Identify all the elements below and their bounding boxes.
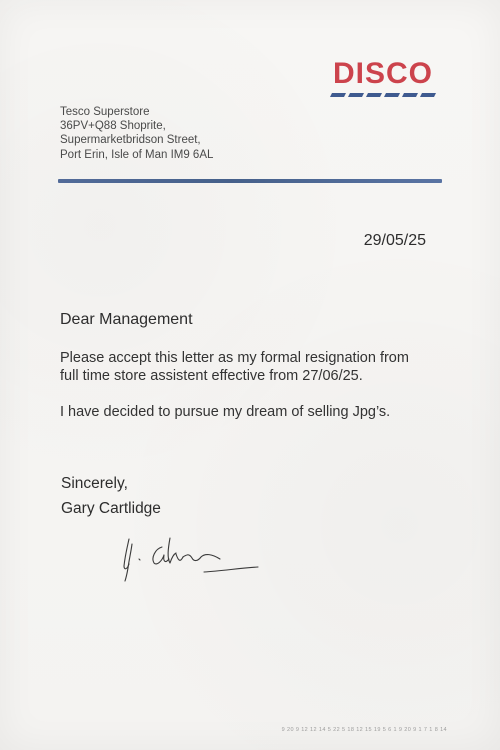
letter-date: 29/05/25 [363,232,426,249]
logo-wordmark: DISCO [332,57,433,90]
address-line: Tesco Superstore [60,106,150,118]
footer-number-code: 9 20 9 12 12 14 5 22 5 18 12 15 19 5 6 1 9 20 9 1 7 1 8 14 [281,727,447,733]
company-logo [322,58,444,102]
salutation: Dear Management [60,311,193,328]
closing-phrase: Sincerely, [61,475,128,492]
address-line: 36PV+Q88 Shoprite, [60,120,166,133]
address-line: Port Erin, Isle of Man IM9 6AL [60,148,214,161]
handwritten-signature [116,530,266,590]
sender-address [60,105,300,162]
closing-block [61,471,161,521]
body-paragraph-reason: I have decided to pursue my dream of selling Jpg’s. [60,404,391,420]
address-line: Supermarketbridson Street, [60,134,201,147]
signer-name: Gary Cartlidge [61,500,161,517]
body-paragraph-resignation: Please accept this letter as my formal resignation from full time store assistent effective from 27/06/25. [60,350,409,384]
logo-stripes-icon [328,92,440,98]
header-divider [58,179,442,183]
